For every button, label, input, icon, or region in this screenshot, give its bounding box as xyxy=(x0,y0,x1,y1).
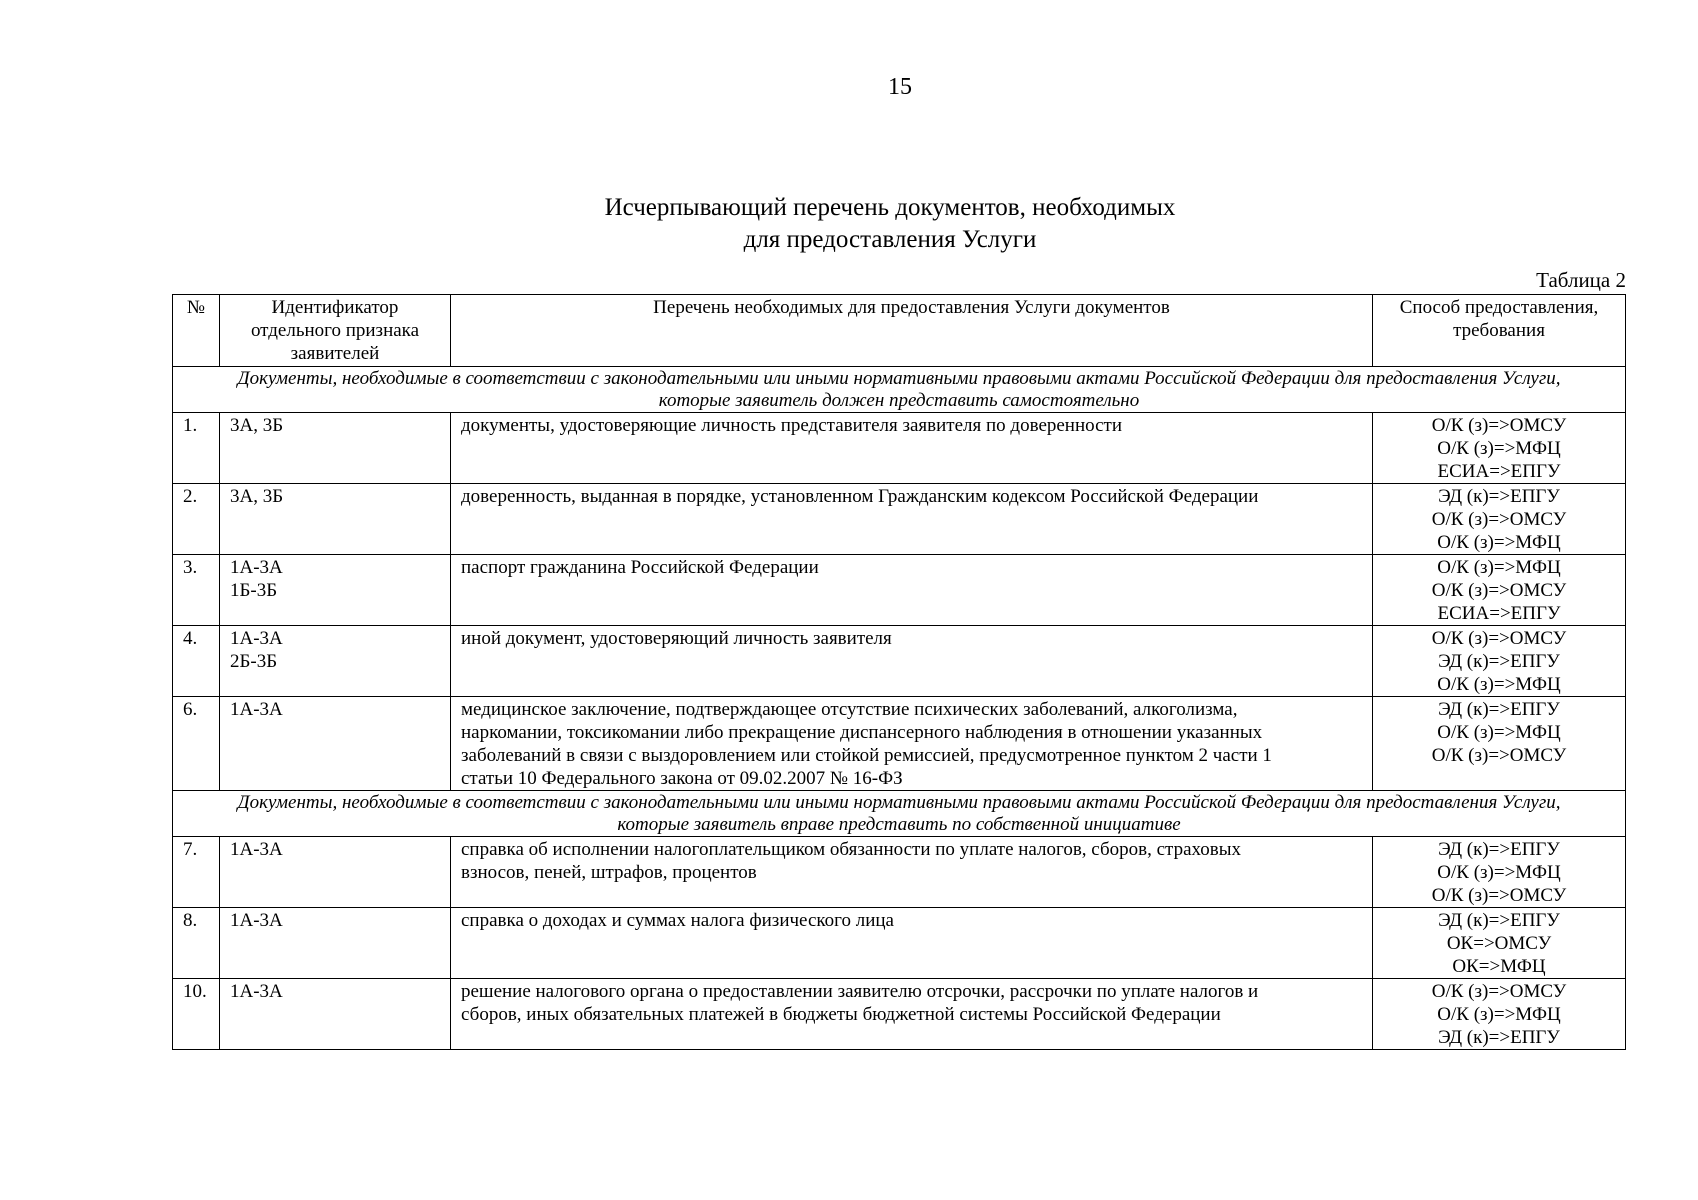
table-row xyxy=(173,484,1626,555)
identifier-line: 3А, 3Б xyxy=(230,415,284,436)
row-number: 7. xyxy=(173,837,220,908)
identifier-line: 2Б-3Б xyxy=(230,651,278,672)
document-line: документы, удостоверяющие личность представителя заявителя по доверенности xyxy=(461,415,1123,436)
row-number: 3. xyxy=(173,555,220,626)
header-method-line: Способ предоставления, xyxy=(1399,297,1599,318)
table-row xyxy=(173,626,1626,697)
section-row xyxy=(173,367,1626,413)
row-document xyxy=(451,484,1373,555)
identifier-line: 3А, 3Б xyxy=(230,486,284,507)
method-line: ЭД (к)=>ЕПГУ xyxy=(1438,910,1560,931)
header-identifier xyxy=(220,295,451,367)
table-row xyxy=(173,555,1626,626)
row-method xyxy=(1373,626,1626,697)
row-identifier xyxy=(220,413,451,484)
header-number: № xyxy=(173,295,220,367)
row-number: 10. xyxy=(173,979,220,1050)
method-line: ЭД (к)=>ЕПГУ xyxy=(1438,839,1560,860)
method-line: О/К (з)=>МФЦ xyxy=(1437,557,1561,578)
row-identifier xyxy=(220,484,451,555)
method-line: ОК=>МФЦ xyxy=(1452,956,1546,977)
title-line-2: для предоставления Услуги xyxy=(743,226,1037,253)
document-title xyxy=(560,192,1220,256)
table-row xyxy=(173,908,1626,979)
method-line: О/К (з)=>ОМСУ xyxy=(1431,745,1567,766)
method-line: О/К (з)=>ОМСУ xyxy=(1431,981,1567,1002)
section-row xyxy=(173,791,1626,837)
row-document xyxy=(451,413,1373,484)
method-line: О/К (з)=>МФЦ xyxy=(1437,1004,1561,1025)
section-heading-mandatory xyxy=(173,367,1626,413)
row-method xyxy=(1373,413,1626,484)
method-line: ЭД (к)=>ЕПГУ xyxy=(1438,1027,1560,1048)
row-method xyxy=(1373,837,1626,908)
row-number: 6. xyxy=(173,697,220,791)
method-line: ОК=>ОМСУ xyxy=(1446,933,1552,954)
method-line: О/К (з)=>МФЦ xyxy=(1437,438,1561,459)
document-line: медицинское заключение, подтверждающее отсутствие психических заболеваний, алкоголизма, xyxy=(461,699,1238,720)
section-line: Документы, необходимые в соответствии с законодательными или иными нормативными правовыми актами Российской Федерации для предоставления Услуги, xyxy=(237,792,1561,813)
section-line: которые заявитель должен представить самостоятельно xyxy=(658,390,1140,411)
method-line: О/К (з)=>МФЦ xyxy=(1437,674,1561,695)
identifier-line: 1А-3А xyxy=(230,557,283,578)
row-document xyxy=(451,979,1373,1050)
documents-table xyxy=(172,294,1626,1050)
row-document xyxy=(451,697,1373,791)
row-number: 2. xyxy=(173,484,220,555)
document-line: справка об исполнении налогоплательщиком обязанности по уплате налогов, сборов, страховых xyxy=(461,839,1242,860)
row-number: 4. xyxy=(173,626,220,697)
document-line: сборов, иных обязательных платежей в бюджеты бюджетной системы Российской Федерации xyxy=(461,1004,1221,1025)
row-document xyxy=(451,626,1373,697)
row-method xyxy=(1373,484,1626,555)
document-line: справка о доходах и суммах налога физического лица xyxy=(461,910,894,931)
document-line: статьи 10 Федерального закона от 09.02.2007 № 16-ФЗ xyxy=(461,768,903,789)
table-label: Таблица 2 xyxy=(1536,268,1626,292)
method-line: О/К (з)=>МФЦ xyxy=(1437,722,1561,743)
page-number: 15 xyxy=(888,74,912,100)
row-method xyxy=(1373,555,1626,626)
document-line: взносов, пеней, штрафов, процентов xyxy=(461,862,757,883)
header-identifier-line: Идентификатор xyxy=(271,297,399,318)
method-line: ЕСИА=>ЕПГУ xyxy=(1437,461,1561,482)
identifier-line: 1А-3А xyxy=(230,910,283,931)
method-line: О/К (з)=>ОМСУ xyxy=(1431,509,1567,530)
identifier-line: 1А-3А xyxy=(230,699,283,720)
row-identifier xyxy=(220,697,451,791)
identifier-line: 1А-3А xyxy=(230,839,283,860)
table-header-row xyxy=(173,295,1626,367)
document-line: паспорт гражданина Российской Федерации xyxy=(461,557,819,578)
header-identifier-line: отдельного признака xyxy=(250,320,420,341)
method-line: О/К (з)=>ОМСУ xyxy=(1431,885,1567,906)
method-line: ЭД (к)=>ЕПГУ xyxy=(1438,699,1560,720)
table-row xyxy=(173,979,1626,1050)
row-identifier xyxy=(220,908,451,979)
document-line: наркомании, токсикомании либо прекращение диспансерного наблюдения в отношении указанных xyxy=(461,722,1263,743)
method-line: О/К (з)=>МФЦ xyxy=(1437,862,1561,883)
row-method xyxy=(1373,697,1626,791)
row-method xyxy=(1373,979,1626,1050)
row-identifier xyxy=(220,555,451,626)
row-identifier xyxy=(220,626,451,697)
header-method xyxy=(1373,295,1626,367)
row-identifier xyxy=(220,837,451,908)
method-line: О/К (з)=>ОМСУ xyxy=(1431,580,1567,601)
section-line: которые заявитель вправе представить по собственной инициативе xyxy=(617,814,1181,835)
row-document xyxy=(451,837,1373,908)
row-method xyxy=(1373,908,1626,979)
header-identifier-line: заявителей xyxy=(290,343,380,364)
document-line: заболеваний в связи с выздоровлением или стойкой ремиссией, предусмотренное пунктом 2 части 1 xyxy=(461,745,1272,766)
row-number: 1. xyxy=(173,413,220,484)
method-line: О/К (з)=>МФЦ xyxy=(1437,532,1561,553)
table-row xyxy=(173,837,1626,908)
title-line-1: Исчерпывающий перечень документов, необходимых xyxy=(604,194,1176,221)
method-line: О/К (з)=>ОМСУ xyxy=(1431,628,1567,649)
table-row xyxy=(173,697,1626,791)
table-row xyxy=(173,413,1626,484)
method-line: О/К (з)=>ОМСУ xyxy=(1431,415,1567,436)
identifier-line: 1А-3А xyxy=(230,628,283,649)
section-line: Документы, необходимые в соответствии с законодательными или иными нормативными правовыми актами Российской Федерации для предоставления Услуги, xyxy=(237,368,1561,389)
document-line: решение налогового органа о предоставлении заявителю отсрочки, рассрочки по уплате налогов и xyxy=(461,981,1259,1002)
document-line: доверенность, выданная в порядке, установленном Гражданским кодексом Российской Федерации xyxy=(461,486,1259,507)
method-line: ЭД (к)=>ЕПГУ xyxy=(1438,651,1560,672)
method-line: ЕСИА=>ЕПГУ xyxy=(1437,603,1561,624)
section-heading-optional xyxy=(173,791,1626,837)
identifier-line: 1Б-3Б xyxy=(230,580,278,601)
document-line: иной документ, удостоверяющий личность заявителя xyxy=(461,628,892,649)
row-document xyxy=(451,555,1373,626)
row-document xyxy=(451,908,1373,979)
row-number: 8. xyxy=(173,908,220,979)
method-line: ЭД (к)=>ЕПГУ xyxy=(1438,486,1560,507)
row-identifier xyxy=(220,979,451,1050)
identifier-line: 1А-3А xyxy=(230,981,283,1002)
header-method-line: требования xyxy=(1453,320,1545,341)
header-documents: Перечень необходимых для предоставления Услуги документов xyxy=(451,295,1373,367)
